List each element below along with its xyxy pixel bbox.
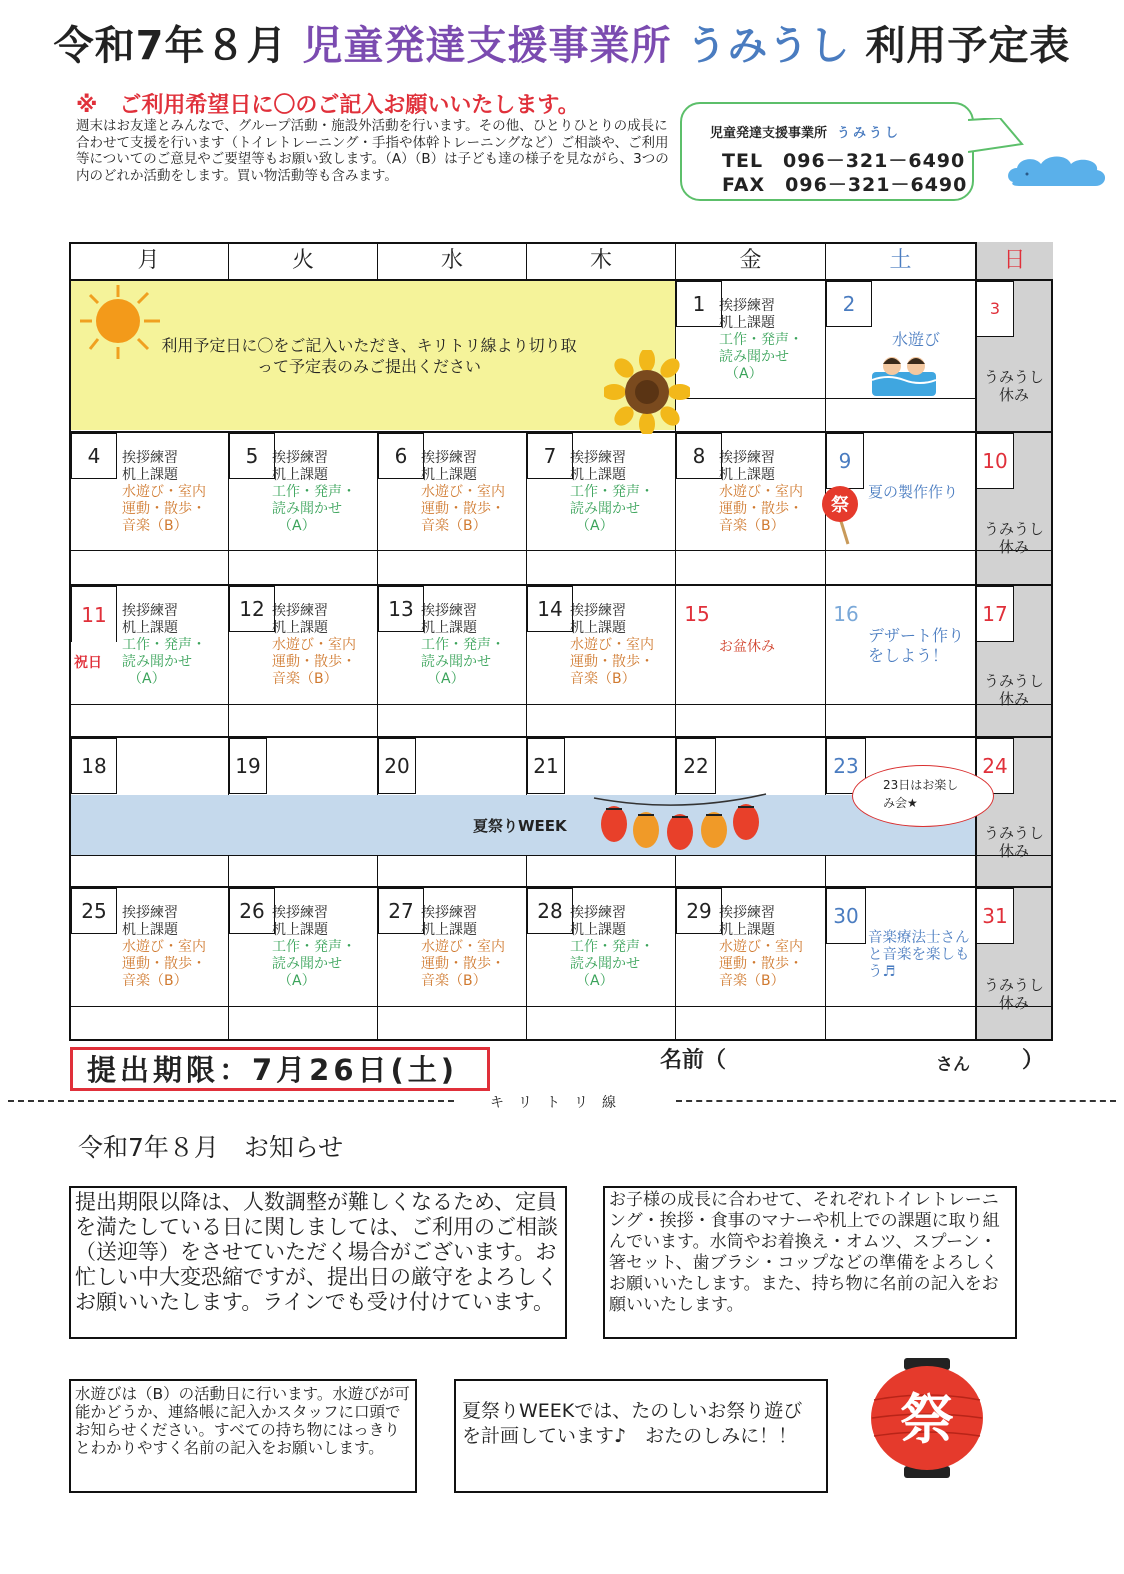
day-28: 28 [527, 888, 573, 934]
event-summer-craft: 夏の製作作り [868, 483, 959, 501]
notice-festival: 夏祭りWEEKでは、たのしいお祭り遊びを計画しています♪ おたのしみに！！ [454, 1379, 828, 1493]
intro-text: 利用予定日に〇をご記入いただき、キリトリ線より切り取って予定表のみご提出ください [161, 336, 577, 376]
weekday-sun: 日 [976, 242, 1053, 279]
activity-a: 挨拶練習 机上課題 工作・発声・ 読み聞かせ （A） [272, 905, 356, 989]
san-label: さん [936, 1055, 970, 1075]
weekday-tue: 火 [229, 242, 378, 279]
festival-fan-icon [818, 484, 862, 546]
weekday-wed: 水 [378, 242, 527, 279]
day-4: 4 [71, 433, 117, 479]
closed-label: うみうし休み [983, 672, 1044, 708]
cut-line-left [8, 1100, 454, 1102]
activity-b: 挨拶練習 机上課題 水遊び・室内 運動・散歩・ 音楽（B） [719, 905, 803, 989]
closed-label: うみうし休み [983, 520, 1044, 556]
closed-label: うみうし休み [983, 976, 1044, 1012]
day-22: 22 [676, 738, 716, 794]
activity-b: 挨拶練習 机上課題 水遊び・室内 運動・散歩・ 音楽（B） [570, 603, 654, 687]
svg-text:祭: 祭 [831, 495, 849, 516]
holiday-label: 祝日 [74, 655, 102, 671]
activity-a: 挨拶練習 机上課題 工作・発声・ 読み聞かせ （A） [719, 298, 803, 382]
activity-b: 挨拶練習 机上課題 水遊び・室内 運動・散歩・ 音楽（B） [719, 450, 803, 534]
event-bubble: 23日はお楽しみ会★ [852, 765, 994, 827]
weekday-mon: 月 [69, 242, 229, 279]
day-29: 29 [676, 888, 722, 934]
day-10: 10 [976, 433, 1014, 489]
activity-a: 挨拶練習 机上課題 工作・発声・ 読み聞かせ （A） [122, 603, 206, 687]
day-27: 27 [378, 888, 424, 934]
day-3: 3 [976, 281, 1014, 337]
contact-fax: FAX 096－321－6490 [722, 174, 968, 196]
day-24: 24 [976, 738, 1014, 794]
request-heading: ※ ご利用希望日に〇のご記入お願いいたします。 [76, 93, 580, 118]
pool-kids-icon [868, 350, 940, 398]
day-8: 8 [676, 433, 722, 479]
contact-name: うみうし [837, 126, 902, 141]
title-date: 令和7年８月 [53, 23, 288, 69]
day-5: 5 [229, 433, 275, 479]
closed-label: うみうし休み [983, 824, 1044, 860]
day-18: 18 [71, 738, 117, 794]
day-9: 9 [826, 433, 864, 489]
request-body: 週末はお友達とみんなで、グループ活動・施設外活動を行います。その他、ひとりひとりの成長に合わせて支援を行います（トイレトレーニング・手指や体幹トレーニングなど）ご相談や、ご利用等についてのご意見やご要望等もお願い致します。（A）（B）は子ども達の様子を見ながら、3つの内のどれか活動をします。買い物活動等も含みます。 [76, 118, 669, 184]
cut-line-right [676, 1100, 1116, 1102]
day-26: 26 [229, 888, 275, 934]
name-close: ） [1022, 1048, 1045, 1073]
day-19: 19 [229, 738, 267, 794]
cloud-icon [1005, 152, 1109, 190]
day-12: 12 [229, 586, 275, 632]
title-suffix: 利用予定表 [865, 23, 1071, 69]
day-20: 20 [378, 738, 416, 794]
cut-line-label: キリトリ線 [490, 1095, 630, 1111]
activity-b: 挨拶練習 机上課題 水遊び・室内 運動・散歩・ 音楽（B） [421, 450, 505, 534]
title-org: 児童発達支援事業所 [302, 23, 672, 69]
day-13: 13 [378, 586, 424, 632]
day-17: 17 [976, 586, 1014, 642]
activity-b: 挨拶練習 机上課題 水遊び・室内 運動・散歩・ 音楽（B） [421, 905, 505, 989]
title-name: うみうし [686, 23, 851, 69]
activity-b: 挨拶練習 机上課題 水遊び・室内 運動・散歩・ 音楽（B） [122, 905, 206, 989]
festival-week-band [71, 795, 975, 855]
svg-text:祭: 祭 [900, 1388, 954, 1451]
day-14: 14 [527, 586, 573, 632]
obon-label: お盆休み [719, 639, 775, 655]
sun-icon [72, 283, 168, 363]
activity-b: 挨拶練習 机上課題 水遊び・室内 運動・散歩・ 音楽（B） [272, 603, 356, 687]
notice-growth: お子様の成長に合わせて、それぞれトイレトレーニング・挨拶・食事のマナーや机上での課題に取り組んでいます。水筒やお着換え・オムツ、スプーン・箸セット、歯ブラシ・コップなどの準備をよろしくお願いいたします。また、持ち物に名前の記入をお願いいたします。 [603, 1186, 1017, 1339]
activity-a: 挨拶練習 机上課題 工作・発声・ 読み聞かせ （A） [570, 450, 654, 534]
weekday-thu: 木 [527, 242, 676, 279]
page-title [0, 14, 1124, 71]
contact-org: 児童発達支援事業所 うみうし [710, 126, 902, 141]
day-30: 30 [826, 888, 866, 944]
lantern-string-icon [592, 790, 768, 854]
notice-deadline: 提出期限以降は、人数調整が難しくなるため、定員を満たしている日に関しましては、ご利用のご相談（送迎等）をさせていただく場合がございます。お忙しい中大変恐縮ですが、提出日の厳守をよろしくお願いいたします。ラインでも受け付けています。 [69, 1186, 567, 1339]
contact-box [680, 102, 974, 201]
name-label: 名前（ [660, 1048, 727, 1073]
festival-week-label: 夏祭りWEEK [473, 817, 567, 835]
day-15: 15 [676, 586, 718, 642]
festival-lantern-icon [868, 1356, 986, 1480]
day-6: 6 [378, 433, 424, 479]
day-1: 1 [676, 281, 722, 327]
contact-tel: TEL 096－321－6490 [722, 150, 966, 172]
event-water-play: 水遊び [892, 330, 941, 349]
day-21: 21 [527, 738, 565, 794]
closed-label: うみうし休み [983, 368, 1044, 404]
day-23: 23 [826, 738, 866, 794]
day-7: 7 [527, 433, 573, 479]
activity-a: 挨拶練習 机上課題 工作・発声・ 読み聞かせ （A） [272, 450, 356, 534]
day-31: 31 [976, 888, 1014, 944]
weekday-sat: 土 [826, 242, 976, 279]
deadline-label: 提出期限：7月26日(土) [70, 1047, 490, 1091]
sunflower-icon [604, 350, 690, 434]
weekday-fri: 金 [676, 242, 826, 279]
notice-title: 令和7年８月 お知らせ [78, 1133, 344, 1162]
event-music: 音楽療法士さんと音楽を楽しもう♬ [868, 930, 970, 980]
activity-a: 挨拶練習 机上課題 工作・発声・ 読み聞かせ （A） [421, 603, 505, 687]
day-2: 2 [826, 281, 872, 327]
event-dessert: デザート作りをしよう！ [868, 626, 965, 665]
day-25: 25 [71, 888, 117, 934]
notice-water-play: 水遊びは（B）の活動日に行います。水遊びが可能かどうか、連絡帳に記入かスタッフに口頭でお知らせください。すべての持ち物にはっきりとわかりやすく名前の記入をお願いします。 [69, 1379, 417, 1493]
activity-b: 挨拶練習 机上課題 水遊び・室内 運動・散歩・ 音楽（B） [122, 450, 206, 534]
day-11: 11 [71, 586, 117, 642]
activity-a: 挨拶練習 机上課題 工作・発声・ 読み聞かせ （A） [570, 905, 654, 989]
day-16: 16 [826, 586, 866, 642]
